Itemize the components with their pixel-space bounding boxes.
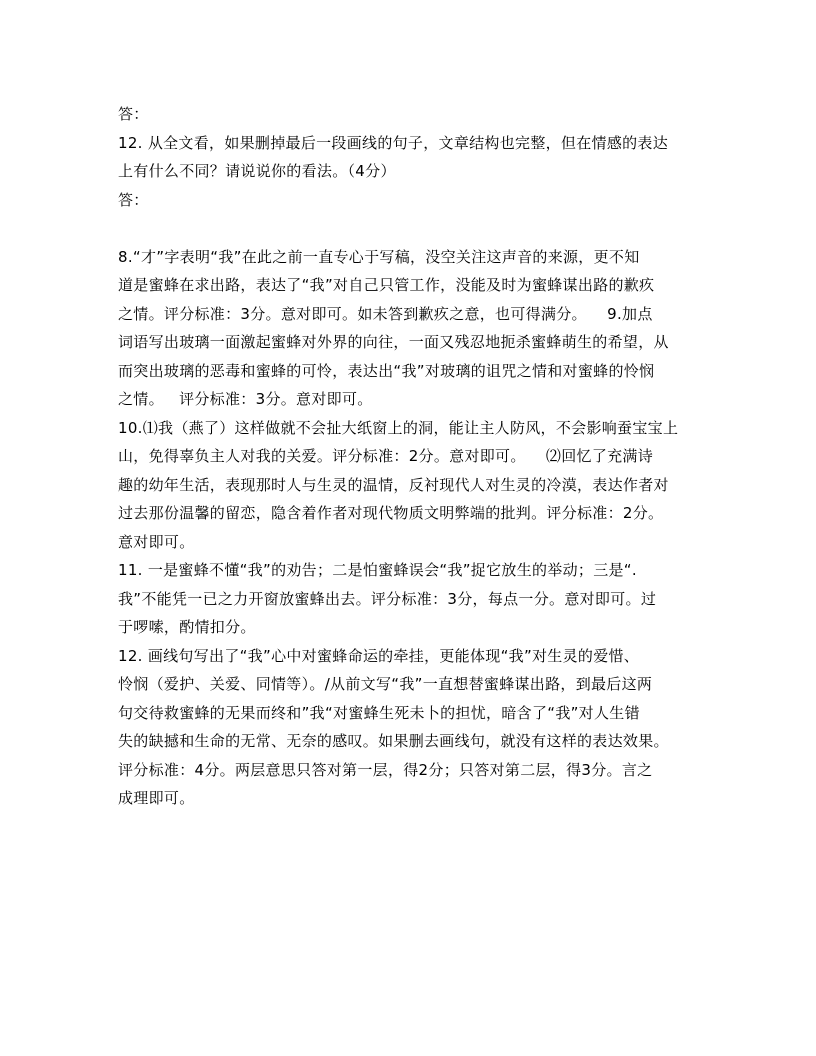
key-9-line-2: 而突出玻璃的恶毒和蜜蜂的可怜，表达出“我”对玻璃的诅咒之情和对蜜蜂的怜悯 (118, 361, 655, 380)
key-12-line-5: 评分标准：4分。两层意思只答对第一层，得2分；只答对第二层，得3分。言之 (118, 760, 653, 779)
blank-line (118, 214, 700, 243)
key-12-line-1: 12. 画线句写出了“我”心中对蜜蜂命运的牵挂，更能体现“我”对生灵的爱惜、 (118, 646, 640, 665)
question-12-line-1: 12. 从全文看，如果删掉最后一段画线的句子，文章结构也完整，但在情感的表达 (118, 133, 669, 152)
key-11-line-3: 于啰嗦，酌情扣分。 (118, 618, 256, 636)
answer-label: 答： (118, 190, 149, 209)
question-12-line-2: 上有什么不同？请说说你的看法。（4分） (118, 162, 396, 180)
key-8-line-2: 道是蜜蜂在求出路，表达了“我”对自己只管工作，没能及时为蜜蜂谋出路的歉疚 (118, 276, 655, 294)
key-10-line-4: 过去那份温馨的留恋，隐含着作者对现代物质文明弊端的批判。评分标准：2分。 (118, 504, 664, 522)
key-12-line-6: 成理即可。 (118, 789, 195, 807)
key-11-line-2: 我”不能凭一已之力开窗放蜜蜂出去。评分标准：3分，每点一分。意对即可。过 (118, 589, 657, 608)
key-8-line-1: 8.“才”字表明“我”在此之前一直专心于写稿，没空关注这声音的来源，更不知 (118, 247, 640, 266)
key-12-line-2: 怜悯（爱护、关爱、同情等）。/从前文写“我”一直想替蜜蜂谋出路，到最后这两 (118, 675, 653, 693)
key-10-line-2: 山，免得辜负主人对我的关爱。评分标准：2分。意对即可。 ⑵回忆了充满诗 (118, 447, 654, 465)
key-9-line-3: 之情。 评分标准：3分。意对即可。 (118, 390, 373, 408)
answer-label: 答： (118, 105, 149, 123)
key-9-line-1: 词语写出玻璃一面激起蜜蜂对外界的向往，一面又残忍地扼杀蜜蜂萌生的希望，从 (118, 333, 669, 351)
key-8-9-line-3: 之情。评分标准：3分。意对即可。如未答到歉疚之意，也可得满分。 9.加点 (118, 304, 653, 323)
key-10-line-5: 意对即可。 (118, 532, 195, 551)
key-10-line-3: 趣的幼年生活，表现那时人与生灵的温情，反衬现代人对生灵的冷漠，表达作者对 (118, 475, 669, 494)
key-12-line-3: 句交待救蜜蜂的无果而终和”我“对蜜蜂生死未卜的担忧，暗含了“我”对人生错 (118, 703, 640, 722)
document-page (118, 100, 700, 813)
key-10-line-1: 10.⑴我（燕了）这样做就不会扯大纸窗上的洞，能让主人防风，不会影响蚕宝宝上 (118, 418, 679, 437)
key-11-line-1: 11. 一是蜜蜂不懂“我”的劝告；二是怕蜜蜂误会“我”捉它放生的举动；三是“. (118, 561, 637, 579)
key-12-line-4: 失的缺撼和生命的无常、无奈的感叹。如果删去画线句，就没有这样的表达效果。 (118, 732, 669, 750)
